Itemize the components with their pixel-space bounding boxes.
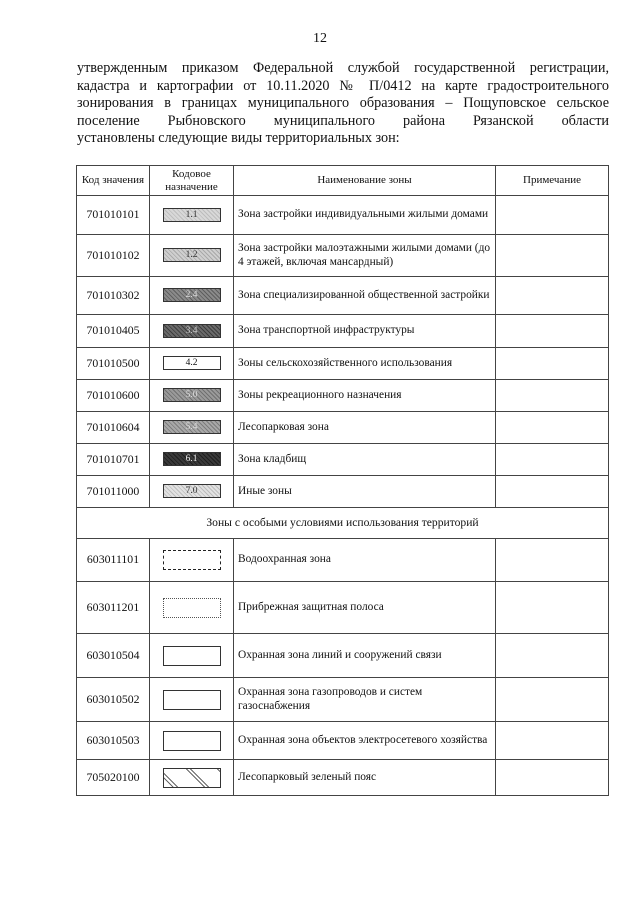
zone-symbol: 1.1: [163, 208, 221, 222]
zone-note: [496, 476, 609, 508]
communication-zone-symbol: [163, 646, 221, 666]
zone-code: 603011101: [77, 539, 150, 582]
zone-symbol: 1.2: [163, 248, 221, 262]
zone-code: 701010101: [77, 196, 150, 235]
intro-line: кадастра и картографии от 10.11.2020 № П/0412 на карте градостроительного: [77, 77, 609, 94]
table-row: [77, 760, 609, 796]
zone-symbol: 7.0: [163, 484, 221, 498]
table-row: [77, 315, 609, 348]
zone-note: [496, 315, 609, 348]
zone-code: 701010600: [77, 380, 150, 412]
zone-symbol: 4.2: [163, 356, 221, 370]
zone-name: Зона застройки малоэтажными жилыми домами (до 4 этажей, включая мансардный): [234, 235, 496, 277]
intro-line: утвержденным приказом Федеральной службой государственной регистрации,: [77, 60, 609, 76]
zone-code: 603011201: [77, 582, 150, 634]
zone-name: Прибрежная защитная полоса: [234, 582, 496, 634]
zone-symbol: 3.4: [163, 324, 221, 338]
zone-name: Зона кладбищ: [234, 444, 496, 476]
header-code: Код значения: [77, 166, 150, 196]
header-symbol: Кодовое назначение: [150, 166, 234, 196]
table-row: [77, 476, 609, 508]
zone-note: [496, 348, 609, 380]
zone-code: 701011000: [77, 476, 150, 508]
zone-note: [496, 235, 609, 277]
zone-symbol: 2.4: [163, 288, 221, 302]
intro-line: зонирования в границах муниципального образования – Пощуповское сельское: [77, 95, 609, 112]
table-row: [77, 634, 609, 678]
zone-name: Водоохранная зона: [234, 539, 496, 582]
zone-name: Зона застройки индивидуальными жилыми домами: [234, 196, 496, 235]
zone-symbol: 6.1: [163, 452, 221, 466]
zone-note: [496, 634, 609, 678]
section-title: Зоны с особыми условиями использования территорий: [77, 508, 609, 539]
zone-code: 701010500: [77, 348, 150, 380]
table-row: [77, 678, 609, 722]
power-zone-symbol: [163, 731, 221, 751]
zone-code: 701010604: [77, 412, 150, 444]
zone-code: 705020100: [77, 760, 150, 796]
zone-name: Зона транспортной инфраструктуры: [234, 315, 496, 348]
forest-belt-symbol: [163, 768, 221, 788]
zone-code: 701010302: [77, 277, 150, 315]
table-header-row: [77, 166, 609, 196]
zone-note: [496, 444, 609, 476]
zone-name: Зоны рекреационного назначения: [234, 380, 496, 412]
table-row: [77, 722, 609, 760]
zone-note: [496, 196, 609, 235]
zone-name: Охранная зона линий и сооружений связи: [234, 634, 496, 678]
zone-note: [496, 380, 609, 412]
zone-name: Лесопарковая зона: [234, 412, 496, 444]
table-row: [77, 277, 609, 315]
gas-zone-symbol: [163, 690, 221, 710]
zone-name: Охранная зона объектов электросетевого хозяйства: [234, 722, 496, 760]
table-row: [77, 235, 609, 277]
zone-symbol: 5.4: [163, 420, 221, 434]
zone-note: [496, 582, 609, 634]
table-row: [77, 444, 609, 476]
table-row: [77, 380, 609, 412]
zone-code: 603010503: [77, 722, 150, 760]
zone-code: 701010701: [77, 444, 150, 476]
zone-note: [496, 722, 609, 760]
zone-name: Охранная зона газопроводов и систем газоснабжения: [234, 678, 496, 722]
zone-note: [496, 760, 609, 796]
zone-code: 701010102: [77, 235, 150, 277]
zone-note: [496, 539, 609, 582]
zone-note: [496, 412, 609, 444]
header-note: Примечание: [496, 166, 609, 196]
section-row: [77, 508, 609, 539]
zone-code: 603010504: [77, 634, 150, 678]
intro-line: установлены следующие виды территориальных зон:: [77, 130, 400, 147]
zone-note: [496, 678, 609, 722]
header-name: Наименование зоны: [234, 166, 496, 196]
coastal-strip-symbol: [163, 598, 221, 618]
table-row: [77, 412, 609, 444]
zone-name: Зона специализированной общественной застройки: [234, 277, 496, 315]
zones-table: [76, 165, 609, 796]
zone-code: 701010405: [77, 315, 150, 348]
table-row: [77, 582, 609, 634]
page-number: 12: [313, 31, 327, 46]
zone-name: Зоны сельскохозяйственного использования: [234, 348, 496, 380]
table-row: [77, 348, 609, 380]
zone-name: Иные зоны: [234, 476, 496, 508]
zone-name: Лесопарковый зеленый пояс: [234, 760, 496, 796]
zone-code: 603010502: [77, 678, 150, 722]
water-protection-symbol: [163, 550, 221, 570]
intro-line: поселение Рыбновского муниципального района Рязанской области: [77, 112, 609, 129]
table-row: [77, 196, 609, 235]
table-row: [77, 539, 609, 582]
zone-symbol: 5.0: [163, 388, 221, 402]
intro-paragraph: [77, 60, 609, 148]
zone-note: [496, 277, 609, 315]
